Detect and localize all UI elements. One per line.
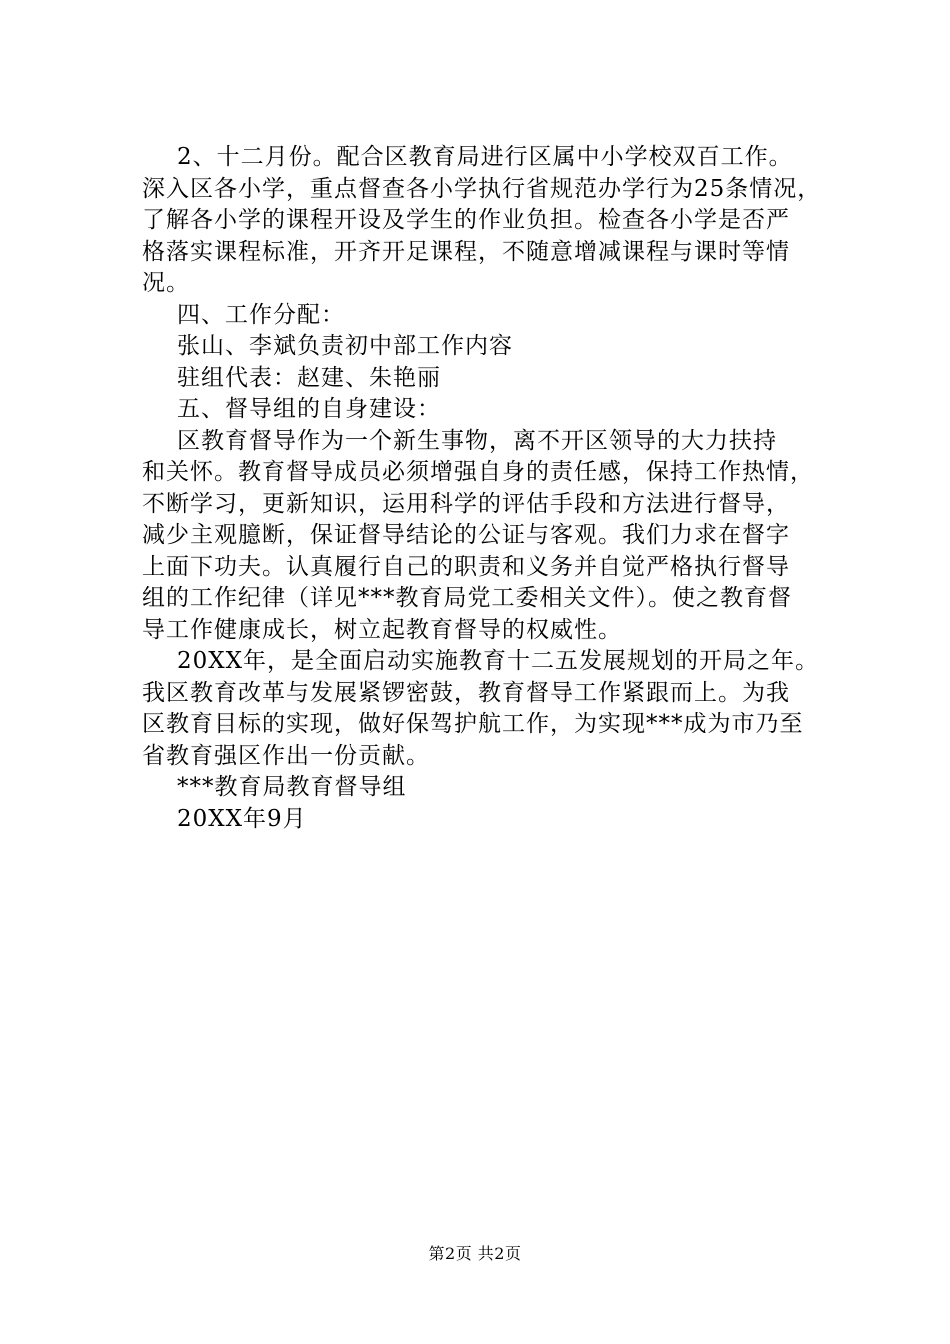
text-line: 深入区各小学，重点督查各小学执行省规范办学行为25条情况， bbox=[142, 175, 822, 202]
text-line: 了解各小学的课程开设及学生的作业负担。检查各小学是否严 bbox=[142, 207, 790, 233]
signature-organization bbox=[142, 772, 832, 804]
text-line: 我区教育改革与发展紧锣密鼓，教育督导工作紧跟而上。为我 bbox=[142, 679, 790, 706]
text-line: 20XX年，是全面启动实施教育十二五发展规划的开局之年。 bbox=[177, 648, 820, 674]
text-line: ***教育局教育督导组 bbox=[177, 774, 407, 800]
text-line: 驻组代表：赵建、朱艳丽 bbox=[177, 364, 441, 391]
text-line: 和关怀。教育督导成员必须增强自身的责任感，保持工作热情， bbox=[142, 459, 814, 485]
paragraph bbox=[142, 142, 832, 300]
text-line: 区教育目标的实现，做好保驾护航工作，为实现***成为市乃至 bbox=[142, 711, 804, 737]
text-line: 张山、李斌负责初中部工作内容 bbox=[177, 333, 513, 359]
text-line: 上面下功夫。认真履行自己的职责和义务并自觉严格执行督导 bbox=[142, 553, 790, 580]
signature-date bbox=[142, 804, 832, 836]
text-line: 四、工作分配： bbox=[177, 301, 345, 328]
paragraph bbox=[142, 363, 832, 395]
section-heading bbox=[142, 300, 832, 332]
section-heading bbox=[142, 394, 832, 426]
text-line: 2、十二月份。配合区教育局进行区属中小学校双百工作。 bbox=[177, 144, 793, 170]
text-line: 减少主观臆断，保证督导结论的公证与客观。我们力求在督字 bbox=[142, 522, 790, 548]
text-line: 格落实课程标准，开齐开足课程，不随意增减课程与课时等情 bbox=[142, 238, 790, 265]
paragraph bbox=[142, 426, 832, 647]
text-line: 省教育强区作出一份贡献。 bbox=[142, 742, 430, 769]
text-line: 不断学习，更新知识，运用科学的评估手段和方法进行督导， bbox=[142, 490, 790, 517]
document-body bbox=[142, 142, 832, 835]
page-number: 第2页 共2页 bbox=[428, 1244, 522, 1263]
paragraph bbox=[142, 646, 832, 772]
text-line: 五、督导组的自身建设： bbox=[177, 396, 441, 422]
page-footer bbox=[0, 1244, 950, 1264]
paragraph bbox=[142, 331, 832, 363]
text-line: 组的工作纪律（详见***教育局党工委相关文件）。使之教育督 bbox=[142, 585, 792, 611]
text-line: 导工作健康成长，树立起教育督导的权威性。 bbox=[142, 616, 622, 643]
text-line: 20XX年9月 bbox=[177, 805, 307, 832]
text-line: 区教育督导作为一个新生事物，离不开区领导的大力扶持 bbox=[177, 427, 777, 454]
text-line: 况。 bbox=[142, 270, 190, 296]
